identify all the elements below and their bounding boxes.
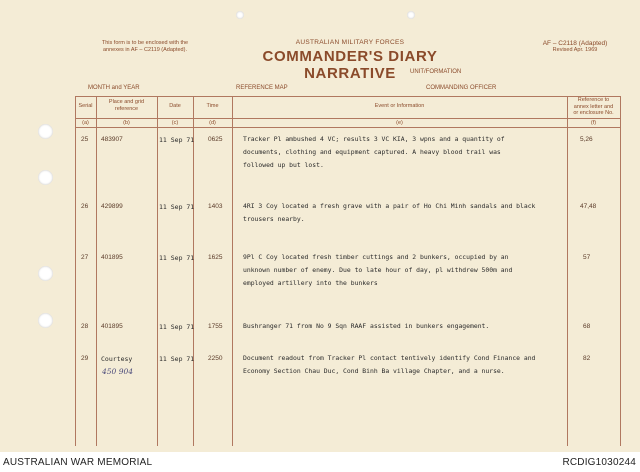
diary-table — [75, 96, 620, 446]
form-title: COMMANDER'S DIARY NARRATIVE — [262, 48, 438, 82]
commanding-officer-label: COMMANDING OFFICER — [426, 85, 497, 91]
event-line: 4RI 3 Coy located a fresh grave with a pair of Ho Chi Minh sandals and black — [243, 202, 536, 210]
note-line: This form is to be enclosed with the — [101, 40, 189, 46]
punch-hole — [38, 124, 53, 139]
punch-hole — [236, 11, 244, 19]
header-line: or enclosure No. — [573, 110, 614, 116]
serial-number: 28 — [81, 323, 89, 330]
event-line: Document readout from Tracker Pl contact tentively identify Cond Finance and — [243, 354, 536, 362]
serial-number: 29 — [81, 355, 89, 362]
event-text — [243, 200, 618, 226]
event-line: trousers nearby. — [243, 215, 305, 223]
note-line: annexes in AF – C2119 (Adapted). — [103, 47, 187, 53]
header-line: Reference to — [577, 97, 610, 103]
annex-reference: 82 — [583, 355, 591, 362]
archive-credit: AUSTRALIAN WAR MEMORIAL — [3, 457, 153, 468]
serial-number: 25 — [81, 136, 89, 143]
unit-formation-label: UNIT/FORMATION — [410, 69, 462, 75]
month-year-label: MONTH and YEAR — [88, 85, 140, 91]
header-line: annex letter and — [573, 103, 614, 110]
column-letter: (d) — [209, 120, 216, 126]
entry-date: 11 Sep 71 — [159, 203, 195, 211]
punch-hole — [38, 266, 53, 281]
entry-time: 0625 — [208, 136, 223, 143]
event-line: Tracker Pl ambushed 4 VC; results 3 VC KIA, 3 wpns and a quantity of — [243, 135, 505, 143]
column-header-serial: Serial — [78, 103, 93, 109]
event-text — [243, 251, 618, 290]
header-line: reference — [114, 105, 139, 112]
grid-reference: 401895 — [101, 323, 123, 330]
grid-reference: 429899 — [101, 203, 123, 210]
column-header-place — [96, 99, 157, 112]
grid-reference: 483907 — [101, 136, 123, 143]
event-line: unknown number of enemy. Due to late hour of day, pl withdrew 500m and — [243, 266, 513, 274]
table-rule — [157, 96, 158, 446]
table-rule — [75, 96, 76, 446]
document-id: RCDIG1030244 — [562, 457, 636, 468]
table-rule — [193, 96, 194, 446]
column-header-event: Event or Information — [374, 103, 425, 109]
serial-number: 27 — [81, 254, 89, 261]
form-header — [240, 39, 460, 82]
organisation-name: AUSTRALIAN MILITARY FORCES — [295, 39, 405, 46]
entry-time: 1403 — [208, 203, 223, 210]
form-revision: Revised Apr. 1969 — [552, 47, 598, 53]
entry-date: 11 Sep 71 — [159, 355, 195, 363]
grid-reference: Courtesy — [101, 355, 133, 363]
header-line: Place and grid — [108, 99, 145, 105]
entry-date: 11 Sep 71 — [159, 254, 195, 262]
event-text — [243, 320, 618, 333]
table-rule — [232, 96, 233, 446]
event-line: Bushranger 71 from No 9 Sqn RAAF assisted in bunkers engagement. — [243, 322, 490, 330]
form-code: AF – C2118 (Adapted) — [542, 40, 608, 47]
event-text — [243, 133, 618, 172]
grid-reference: 401895 — [101, 254, 123, 261]
column-letter: (c) — [171, 120, 179, 126]
entry-time: 1625 — [208, 254, 223, 261]
column-letter: (f) — [590, 120, 597, 126]
punch-hole — [38, 170, 53, 185]
event-line: employed artillery into the bunkers — [243, 279, 378, 287]
serial-number: 26 — [81, 203, 89, 210]
column-header-date: Date — [169, 103, 181, 109]
punch-hole — [407, 11, 415, 19]
annex-reference: 5,26 — [580, 136, 593, 143]
event-line: 9Pl C Coy located fresh timber cuttings and 2 bunkers, occupied by an — [243, 253, 509, 261]
annex-reference: 68 — [583, 323, 591, 330]
table-rule — [96, 96, 97, 446]
form-code-block — [530, 40, 620, 54]
event-text — [243, 352, 618, 378]
form-enclosure-note — [90, 40, 200, 54]
entry-date: 11 Sep 71 — [159, 136, 195, 144]
entry-time: 2250 — [208, 355, 223, 362]
column-letter: (a) — [82, 120, 89, 126]
column-header-reference — [567, 97, 620, 117]
event-line: followed up but lost. — [243, 161, 324, 169]
column-letter: (e) — [396, 120, 403, 126]
table-rule — [620, 96, 621, 446]
reference-map-label: REFERENCE MAP — [236, 85, 288, 91]
event-line: documents, clothing and equipment captured. A heavy blood trail was — [243, 148, 501, 156]
annex-reference: 47,48 — [580, 203, 597, 210]
annex-reference: 57 — [583, 254, 591, 261]
entry-date: 11 Sep 71 — [159, 323, 195, 331]
punch-hole — [38, 313, 53, 328]
handwritten-grid-note: 450 904 — [102, 367, 134, 376]
entry-time: 1755 — [208, 323, 223, 330]
event-line: Economy Section Chau Duc, Cond Binh Ba village Chapter, and a nurse. — [243, 367, 505, 375]
column-header-time: Time — [206, 103, 219, 109]
column-letter: (b) — [123, 120, 130, 126]
